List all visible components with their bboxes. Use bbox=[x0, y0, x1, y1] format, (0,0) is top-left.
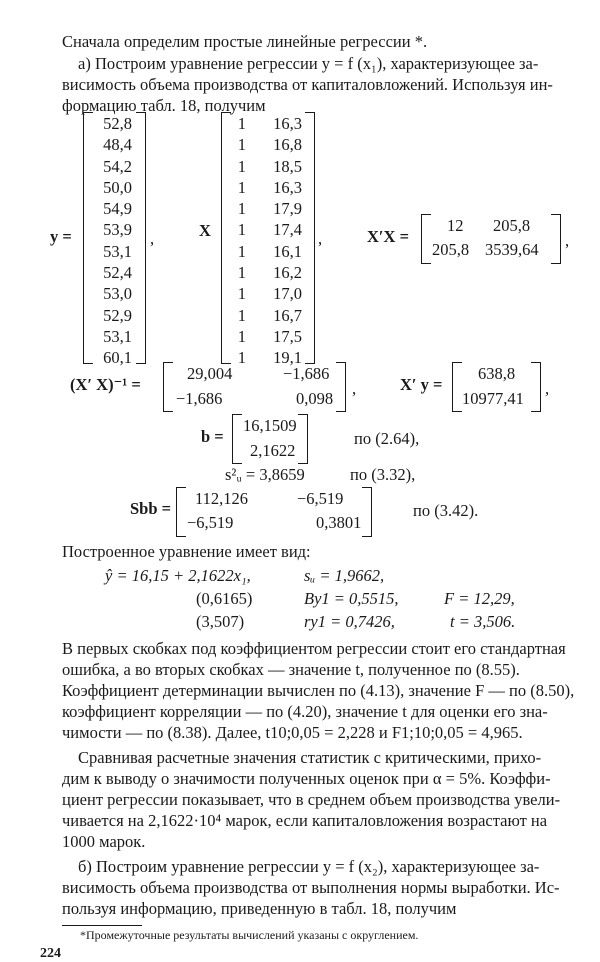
x-bracket-right bbox=[305, 112, 315, 364]
comma: , bbox=[318, 229, 323, 248]
sbb-bracket-right bbox=[362, 487, 372, 537]
y-vector bbox=[88, 113, 132, 369]
y-value: 53,1 bbox=[103, 241, 132, 261]
b-bracket-right bbox=[298, 414, 308, 464]
y-value: 50,0 bbox=[103, 177, 132, 197]
intro-line: Сначала определим простые линейные регрессии *. bbox=[62, 32, 428, 51]
page-number: 224 bbox=[40, 946, 61, 961]
xty-label: X′ y = bbox=[400, 375, 443, 394]
xtx-inverse-cell: −1,686 bbox=[283, 364, 330, 383]
correlation-coefficient: ry1 = 0,7426, bbox=[304, 612, 395, 631]
x-one: 1 bbox=[237, 241, 246, 261]
paragraph-a-line-3: формацию табл. 18, получим bbox=[62, 96, 266, 115]
x-ones-column bbox=[232, 113, 246, 369]
x-value: 17,4 bbox=[273, 220, 302, 240]
sbb-cell: −6,519 bbox=[297, 489, 344, 508]
xty-bracket-left bbox=[452, 362, 462, 412]
x-value: 16,3 bbox=[273, 177, 302, 197]
sbb-reference: по (3.42). bbox=[413, 501, 479, 520]
x-one: 1 bbox=[237, 348, 246, 368]
xtx-bracket-right bbox=[551, 214, 561, 264]
paragraph-b-line: Коэффициент детерминации вычислен по (4.13), значение F — по (8.50), bbox=[62, 681, 575, 700]
x-one: 1 bbox=[237, 177, 246, 197]
x-one: 1 bbox=[237, 284, 246, 304]
xtx-bracket-left bbox=[421, 214, 431, 264]
xtx-cell: 205,8 bbox=[493, 216, 531, 235]
paragraph-d-line: б) Построим уравнение регрессии y = f (x₂), характеризующее за- bbox=[78, 857, 540, 876]
b-label: b = bbox=[201, 427, 224, 446]
x-value: 16,8 bbox=[273, 135, 302, 155]
x-one: 1 bbox=[237, 114, 246, 133]
paragraph-b-line: ошибка, а во вторых скобках — значение t, полученное по (8.55). bbox=[62, 660, 520, 679]
xty-cell: 10977,41 bbox=[462, 389, 524, 408]
x-value: 16,3 bbox=[273, 114, 302, 133]
xtx-inverse-bracket-right bbox=[336, 362, 346, 412]
xtx-inverse-cell: −1,686 bbox=[176, 389, 223, 408]
y-value: 60,1 bbox=[103, 348, 132, 368]
x-value: 19,1 bbox=[273, 348, 302, 368]
y-value: 48,4 bbox=[103, 135, 132, 155]
comma: , bbox=[545, 379, 550, 398]
x-value: 16,1 bbox=[273, 241, 302, 261]
paragraph-c-line: циент регрессии показывает, что в среднем объем производства увели- bbox=[62, 790, 561, 809]
determination-coefficient: By1 = 0,5515, bbox=[304, 589, 399, 608]
xty-bracket-right bbox=[531, 362, 541, 412]
paragraph-c-line: чивается на 2,1622·10⁴ марок, если капиталовложения возрастают на bbox=[62, 811, 548, 830]
paragraph-a-line-1: а) Построим уравнение регрессии y = f (x₁), характеризующее за- bbox=[78, 54, 539, 73]
paragraph-c-line: Сравнивая расчетные значения статистик с критическими, прихо- bbox=[78, 748, 542, 767]
xty-cell: 638,8 bbox=[478, 364, 516, 383]
x-value: 16,2 bbox=[273, 263, 302, 283]
regression-equation: ŷ = 16,15 + 2,1622x₁, bbox=[105, 566, 251, 585]
y-value: 54,2 bbox=[103, 156, 132, 176]
xtx-cell: 205,8 bbox=[432, 240, 470, 259]
paragraph-a-line-2: висимость объема производства от капиталовложений. Используя ин- bbox=[62, 75, 553, 94]
xtx-cell: 3539,64 bbox=[485, 240, 539, 259]
b-bracket-left bbox=[232, 414, 242, 464]
y-value: 54,9 bbox=[103, 199, 132, 219]
y-bracket-right bbox=[136, 112, 146, 364]
equation-heading: Построенное уравнение имеет вид: bbox=[62, 542, 311, 561]
x-value: 16,7 bbox=[273, 305, 302, 325]
y-value: 52,4 bbox=[103, 263, 132, 283]
paragraph-d-line: висимость объема производства от выполнения нормы выработки. Ис- bbox=[62, 878, 560, 897]
paragraph-b-line: коэффициент корреляции — по (4.20), значение t для оценки его зна- bbox=[62, 702, 548, 721]
y-value: 53,1 bbox=[103, 326, 132, 346]
footnote-rule bbox=[62, 925, 142, 926]
sbb-cell: 112,126 bbox=[195, 489, 249, 508]
xtx-cell: 12 bbox=[447, 216, 464, 235]
b-cell: 2,1622 bbox=[250, 441, 296, 460]
xtx-inverse-cell: 0,098 bbox=[296, 389, 334, 408]
y-value: 53,9 bbox=[103, 220, 132, 240]
sbb-cell: −6,519 bbox=[187, 513, 234, 532]
x-value: 18,5 bbox=[273, 156, 302, 176]
coefficient-t-value: (3,507) bbox=[196, 612, 245, 631]
f-statistic: F = 12,29, bbox=[444, 589, 515, 608]
b-cell: 16,1509 bbox=[243, 416, 297, 435]
standard-error-su: sᵤ = 1,9662, bbox=[304, 566, 385, 585]
paragraph-c-line: дим к выводу о значимости полученных оценок при α = 5%. Коэффи- bbox=[62, 769, 551, 788]
b-reference: по (2.64), bbox=[354, 429, 420, 448]
sbb-bracket-left bbox=[176, 487, 186, 537]
x-one: 1 bbox=[237, 326, 246, 346]
x-label: X bbox=[199, 221, 211, 240]
x-value: 17,5 bbox=[273, 326, 302, 346]
x-values-column bbox=[262, 113, 302, 369]
residual-variance-reference: по (3.32), bbox=[350, 465, 416, 484]
paragraph-b-line: чимости — по (8.38). Далее, t10;0,05 = 2,228 и F1;10;0,05 = 4,965. bbox=[62, 723, 523, 742]
xtx-inverse-label: (X′ X)⁻¹ = bbox=[70, 375, 141, 394]
t-statistic: t = 3,506. bbox=[450, 612, 516, 631]
x-bracket-left bbox=[221, 112, 231, 364]
footnote: *Промежуточные результаты вычислений указаны с округлением. bbox=[80, 928, 419, 942]
coefficient-standard-error: (0,6165) bbox=[196, 589, 253, 608]
paragraph-c-line: 1000 марок. bbox=[62, 832, 146, 851]
y-value: 53,0 bbox=[103, 284, 132, 304]
x-one: 1 bbox=[237, 263, 246, 283]
comma: , bbox=[352, 379, 357, 398]
paragraph-b-line: В первых скобках под коэффициентом регрессии стоит его стандартная bbox=[62, 639, 566, 658]
residual-variance: s²ᵤ = 3,8659 bbox=[225, 465, 305, 484]
y-value: 52,9 bbox=[103, 305, 132, 325]
x-one: 1 bbox=[237, 135, 246, 155]
comma: , bbox=[565, 231, 570, 250]
x-one: 1 bbox=[237, 156, 246, 176]
xtx-inverse-cell: 29,004 bbox=[187, 364, 233, 383]
xtx-inverse-bracket-left bbox=[163, 362, 173, 412]
x-one: 1 bbox=[237, 305, 246, 325]
y-label: y = bbox=[50, 227, 72, 246]
x-value: 17,9 bbox=[273, 199, 302, 219]
x-value: 17,0 bbox=[273, 284, 302, 304]
y-value: 52,8 bbox=[103, 114, 132, 133]
paragraph-d-line: пользуя информацию, приведенную в табл. 18, получим bbox=[62, 899, 457, 918]
x-one: 1 bbox=[237, 220, 246, 240]
comma: , bbox=[150, 229, 155, 248]
x-one: 1 bbox=[237, 199, 246, 219]
sbb-label: Sbb = bbox=[130, 499, 172, 518]
sbb-cell: 0,3801 bbox=[316, 513, 362, 532]
xtx-label: X′X = bbox=[367, 227, 409, 246]
